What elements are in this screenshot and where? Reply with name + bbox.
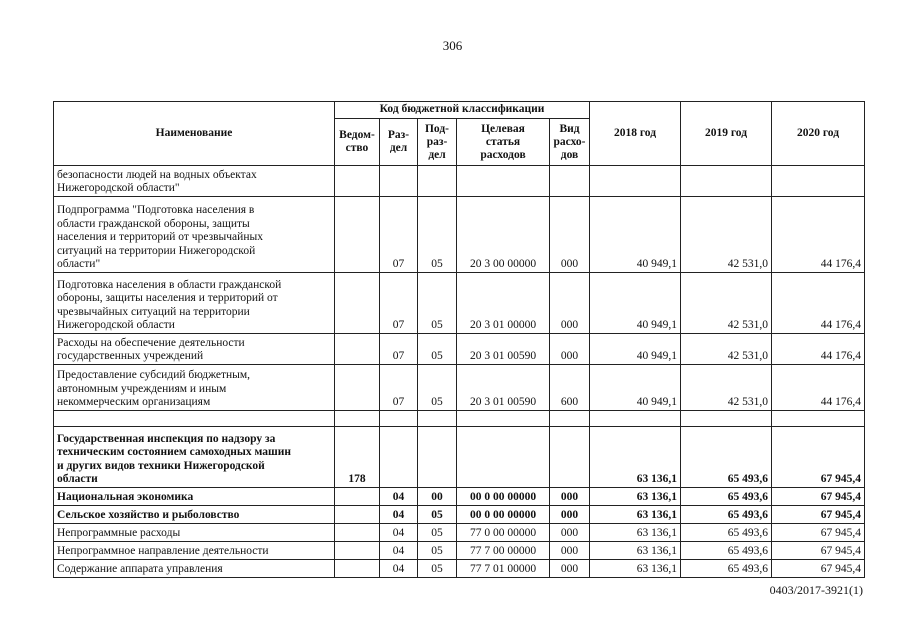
table-row <box>54 524 865 542</box>
row-razdel <box>380 427 418 488</box>
row-expense-type: 600 <box>550 365 590 411</box>
row-target-article <box>457 411 550 427</box>
row-amount-2020: 67 945,4 <box>772 427 865 488</box>
row-amount-2019: 65 493,6 <box>681 427 772 488</box>
page-number: 306 <box>442 38 463 53</box>
row-amount-2018: 63 136,1 <box>590 560 681 578</box>
row-podrazdel: 05 <box>418 542 457 560</box>
header-razdel-line: дел <box>389 142 408 154</box>
row-name <box>54 166 335 197</box>
row-name-line: ситуаций на территории Нижегородской <box>57 244 256 257</box>
row-amount-2019 <box>681 166 772 197</box>
row-amount-2020: 44 176,4 <box>772 273 865 334</box>
row-expense-type: 000 <box>550 524 590 542</box>
row-name-line: области" <box>57 258 101 271</box>
row-razdel: 07 <box>380 334 418 365</box>
row-amount-2019: 42 531,0 <box>681 273 772 334</box>
row-expense-type: 000 <box>550 197 590 273</box>
row-name-line: техническим состоянием самоходных машин <box>57 446 291 459</box>
row-name <box>54 334 335 365</box>
row-podrazdel <box>418 427 457 488</box>
row-podrazdel <box>418 166 457 197</box>
row-podrazdel: 05 <box>418 365 457 411</box>
row-name <box>54 273 335 334</box>
row-name <box>54 197 335 273</box>
row-podrazdel: 05 <box>418 334 457 365</box>
row-vedomstvo <box>335 197 380 273</box>
row-name-line: Подготовка населения в области гражданской <box>57 278 282 291</box>
row-expense-type: 000 <box>550 560 590 578</box>
header-vid-line: Вид <box>559 122 580 135</box>
row-target-article: 20 3 00 00000 <box>457 197 550 273</box>
row-razdel <box>380 411 418 427</box>
row-amount-2019: 42 531,0 <box>681 365 772 411</box>
row-amount-2018: 63 136,1 <box>590 524 681 542</box>
row-vedomstvo <box>335 524 380 542</box>
row-expense-type: 000 <box>550 542 590 560</box>
row-amount-2018: 63 136,1 <box>590 488 681 506</box>
row-name <box>54 488 335 506</box>
header-2020: 2020 год <box>772 102 865 166</box>
row-amount-2018 <box>590 166 681 197</box>
row-razdel: 07 <box>380 365 418 411</box>
header-2019: 2019 год <box>681 102 772 166</box>
row-amount-2020 <box>772 166 865 197</box>
row-amount-2019: 65 493,6 <box>681 542 772 560</box>
row-amount-2020: 67 945,4 <box>772 506 865 524</box>
row-amount-2018: 63 136,1 <box>590 506 681 524</box>
header-podrazdel <box>418 119 457 166</box>
header-2018: 2018 год <box>590 102 681 166</box>
header-vedomstvo-line: Ведом- <box>339 129 375 141</box>
table-row <box>54 506 865 524</box>
row-name-line: безопасности людей на водных объектах <box>57 168 257 181</box>
row-target-article: 77 7 01 00000 <box>457 560 550 578</box>
table-body <box>54 166 865 578</box>
row-amount-2019: 65 493,6 <box>681 524 772 542</box>
row-amount-2018: 63 136,1 <box>590 427 681 488</box>
row-name-line: Непрограммные расходы <box>57 527 181 540</box>
row-name-line: Нижегородской области" <box>57 182 180 195</box>
row-name <box>54 365 335 411</box>
row-razdel: 07 <box>380 197 418 273</box>
header-podrazdel-line: раз- <box>426 135 448 148</box>
row-name-line: и других видов техники Нижегородской <box>57 459 265 472</box>
row-target-article <box>457 427 550 488</box>
row-razdel: 04 <box>380 506 418 524</box>
row-razdel: 04 <box>380 542 418 560</box>
row-target-article: 00 0 00 00000 <box>457 506 550 524</box>
row-name-line: Нижегородской области <box>57 319 175 332</box>
row-podrazdel <box>418 411 457 427</box>
header-razdel <box>380 119 418 166</box>
row-amount-2020: 67 945,4 <box>772 560 865 578</box>
table-row <box>54 197 865 273</box>
row-name <box>54 524 335 542</box>
table-row <box>54 365 865 411</box>
table-row <box>54 488 865 506</box>
row-target-article: 77 0 00 00000 <box>457 524 550 542</box>
row-amount-2020 <box>772 411 865 427</box>
row-name <box>54 427 335 488</box>
row-razdel: 04 <box>380 524 418 542</box>
row-razdel: 07 <box>380 273 418 334</box>
row-expense-type: 000 <box>550 334 590 365</box>
row-name-line: населения и территорий от чрезвычайных <box>57 231 263 244</box>
header-podrazdel-line: дел <box>428 148 446 161</box>
row-vedomstvo <box>335 334 380 365</box>
budget-table <box>53 101 865 578</box>
row-vedomstvo <box>335 488 380 506</box>
header-name: Наименование <box>54 102 335 166</box>
header-target-line: Целевая <box>481 122 525 135</box>
row-vedomstvo <box>335 166 380 197</box>
table-row <box>54 427 865 488</box>
row-name <box>54 411 335 427</box>
row-expense-type: 000 <box>550 506 590 524</box>
row-name <box>54 542 335 560</box>
row-podrazdel: 05 <box>418 506 457 524</box>
row-amount-2020: 44 176,4 <box>772 334 865 365</box>
header-target-line: расходов <box>480 148 526 161</box>
row-amount-2020: 44 176,4 <box>772 197 865 273</box>
row-name-line: области гражданской обороны, защиты <box>57 217 250 230</box>
row-razdel: 04 <box>380 560 418 578</box>
row-name-line: Предоставление субсидий бюджетным, <box>57 369 251 382</box>
row-expense-type: 000 <box>550 273 590 334</box>
document-code: 0403/2017-3921(1) <box>769 583 863 597</box>
row-amount-2018: 40 949,1 <box>590 365 681 411</box>
header-vid-line: дов <box>560 148 579 161</box>
row-name <box>54 560 335 578</box>
row-name-line: Непрограммное направление деятельности <box>57 545 269 558</box>
row-vedomstvo <box>335 560 380 578</box>
row-expense-type: 000 <box>550 488 590 506</box>
row-name-line: Государственная инспекция по надзору за <box>57 432 276 445</box>
row-amount-2019: 42 531,0 <box>681 197 772 273</box>
row-podrazdel: 00 <box>418 488 457 506</box>
table-row <box>54 542 865 560</box>
row-name-line: Сельское хозяйство и рыболовство <box>57 509 240 522</box>
row-vedomstvo: 178 <box>335 427 380 488</box>
row-amount-2020: 67 945,4 <box>772 524 865 542</box>
header-classification: Код бюджетной классификации <box>335 102 590 119</box>
row-name-line: Содержание аппарата управления <box>57 563 223 576</box>
row-razdel <box>380 166 418 197</box>
row-name-line: государственных учреждений <box>57 350 204 363</box>
row-target-article: 20 3 01 00590 <box>457 334 550 365</box>
row-name-line: области <box>57 473 98 486</box>
header-target-line: статья <box>485 135 521 148</box>
row-vedomstvo <box>335 542 380 560</box>
row-amount-2020: 67 945,4 <box>772 542 865 560</box>
header-razdel-line: Раз- <box>387 129 410 141</box>
row-amount-2019: 65 493,6 <box>681 506 772 524</box>
row-name-line: Расходы на обеспечение деятельности <box>57 336 245 349</box>
row-name <box>54 506 335 524</box>
row-target-article: 00 0 00 00000 <box>457 488 550 506</box>
row-target-article: 77 7 00 00000 <box>457 542 550 560</box>
header-target <box>457 119 550 166</box>
row-podrazdel: 05 <box>418 197 457 273</box>
table-row <box>54 411 865 427</box>
row-amount-2019: 65 493,6 <box>681 560 772 578</box>
header-vedomstvo <box>335 119 380 166</box>
table-row <box>54 334 865 365</box>
row-target-article <box>457 166 550 197</box>
row-vedomstvo <box>335 365 380 411</box>
header-vedomstvo-line: ство <box>345 142 369 154</box>
row-amount-2018: 40 949,1 <box>590 273 681 334</box>
row-vedomstvo <box>335 506 380 524</box>
row-name-line: Подпрограмма "Подготовка населения в <box>57 204 255 217</box>
table-row <box>54 560 865 578</box>
row-expense-type <box>550 166 590 197</box>
row-expense-type <box>550 427 590 488</box>
row-podrazdel: 05 <box>418 524 457 542</box>
row-name-line: некоммерческим организациям <box>57 396 211 409</box>
row-amount-2019 <box>681 411 772 427</box>
row-vedomstvo <box>335 273 380 334</box>
header-vid <box>550 119 590 166</box>
row-target-article: 20 3 01 00000 <box>457 273 550 334</box>
row-name-line: Национальная экономика <box>57 491 194 504</box>
row-amount-2020: 44 176,4 <box>772 365 865 411</box>
row-amount-2018: 63 136,1 <box>590 542 681 560</box>
row-podrazdel: 05 <box>418 273 457 334</box>
table-row <box>54 166 865 197</box>
row-amount-2020: 67 945,4 <box>772 488 865 506</box>
row-expense-type <box>550 411 590 427</box>
row-target-article: 20 3 01 00590 <box>457 365 550 411</box>
header-vid-line: расхо- <box>553 135 586 148</box>
table-row <box>54 273 865 334</box>
row-amount-2018: 40 949,1 <box>590 197 681 273</box>
row-amount-2019: 42 531,0 <box>681 334 772 365</box>
header-podrazdel-line: Под- <box>424 122 449 135</box>
row-amount-2019: 65 493,6 <box>681 488 772 506</box>
row-name-line: автономным учреждениям и иным <box>57 382 227 395</box>
row-amount-2018 <box>590 411 681 427</box>
row-name-line: обороны, защиты населения и территорий от <box>57 292 278 305</box>
row-name-line: чрезвычайных ситуаций на территории <box>57 305 250 318</box>
row-amount-2018: 40 949,1 <box>590 334 681 365</box>
row-razdel: 04 <box>380 488 418 506</box>
row-vedomstvo <box>335 411 380 427</box>
row-podrazdel: 05 <box>418 560 457 578</box>
